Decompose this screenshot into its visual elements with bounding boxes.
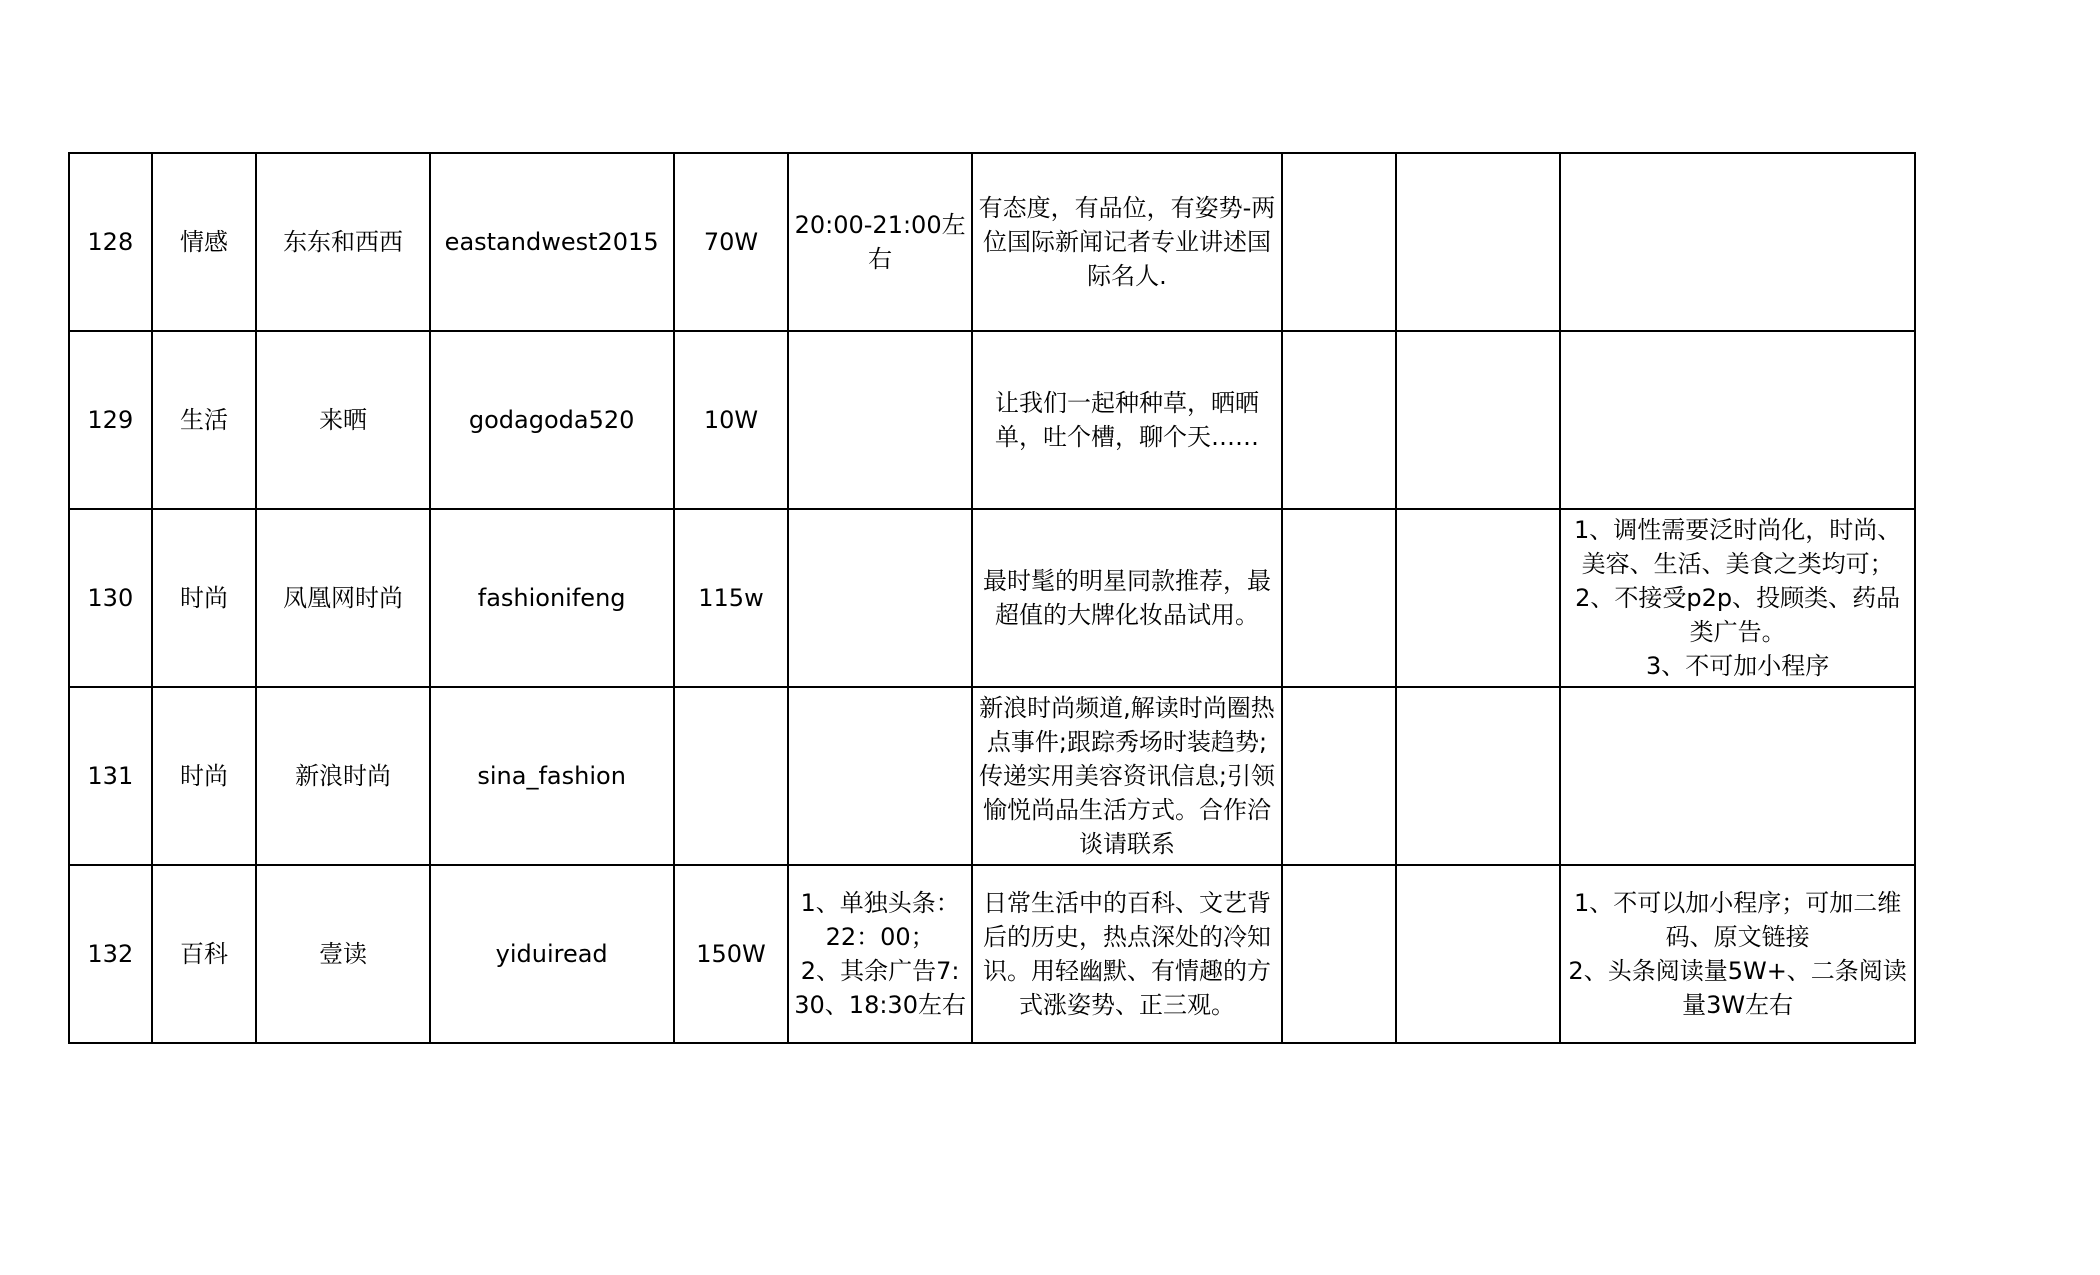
cell-empty-8: [1282, 865, 1396, 1043]
cell-description: 最时髦的明星同款推荐，最超值的大牌化妆品试用。: [972, 509, 1282, 687]
cell-fans: 10W: [674, 331, 789, 509]
cell-time: 20:00-21:00左右: [788, 153, 971, 331]
cell-empty-8: [1282, 509, 1396, 687]
cell-empty-9: [1396, 153, 1560, 331]
cell-description: 让我们一起种种草，晒晒单，吐个槽，聊个天……: [972, 331, 1282, 509]
cell-empty-9: [1396, 687, 1560, 865]
table-row: [69, 687, 1915, 865]
cell-description: 有态度，有品位，有姿势-两位国际新闻记者专业讲述国际名人.: [972, 153, 1282, 331]
cell-name: 来晒: [256, 331, 429, 509]
cell-account: eastandwest2015: [430, 153, 674, 331]
cell-notes: 1、不可以加小程序；可加二维码、原文链接 2、头条阅读量5W+、二条阅读量3W左右: [1560, 865, 1915, 1043]
table-row: [69, 865, 1915, 1043]
cell-empty-9: [1396, 331, 1560, 509]
cell-category: 时尚: [152, 509, 257, 687]
cell-empty-8: [1282, 687, 1396, 865]
cell-description: 日常生活中的百科、文艺背后的历史，热点深处的冷知识。用轻幽默、有情趣的方式涨姿势、正三观。: [972, 865, 1282, 1043]
cell-name: 新浪时尚: [256, 687, 429, 865]
table-row: [69, 509, 1915, 687]
cell-category: 生活: [152, 331, 257, 509]
cell-notes: [1560, 331, 1915, 509]
cell-empty-8: [1282, 153, 1396, 331]
cell-time: [788, 331, 971, 509]
cell-fans: [674, 687, 789, 865]
cell-account: godagoda520: [430, 331, 674, 509]
cell-category: 时尚: [152, 687, 257, 865]
media-table: [68, 152, 1916, 1044]
cell-id: 129: [69, 331, 152, 509]
cell-name: 壹读: [256, 865, 429, 1043]
cell-time: [788, 687, 971, 865]
cell-time: [788, 509, 971, 687]
cell-id: 128: [69, 153, 152, 331]
cell-category: 百科: [152, 865, 257, 1043]
cell-empty-9: [1396, 865, 1560, 1043]
cell-time: 1、单独头条：22：00； 2、其余广告7:30、18:30左右: [788, 865, 971, 1043]
cell-name: 东东和西西: [256, 153, 429, 331]
cell-account: fashionifeng: [430, 509, 674, 687]
cell-fans: 115w: [674, 509, 789, 687]
cell-notes: [1560, 153, 1915, 331]
cell-fans: 70W: [674, 153, 789, 331]
cell-empty-9: [1396, 509, 1560, 687]
cell-category: 情感: [152, 153, 257, 331]
cell-account: sina_fashion: [430, 687, 674, 865]
cell-id: 132: [69, 865, 152, 1043]
cell-name: 凤凰网时尚: [256, 509, 429, 687]
cell-id: 130: [69, 509, 152, 687]
cell-notes: [1560, 687, 1915, 865]
table-row: [69, 153, 1915, 331]
cell-description: 新浪时尚频道,解读时尚圈热点事件;跟踪秀场时装趋势;传递实用美容资讯信息;引领愉悦尚品生活方式。合作洽谈请联系: [972, 687, 1282, 865]
cell-fans: 150W: [674, 865, 789, 1043]
cell-account: yiduiread: [430, 865, 674, 1043]
cell-empty-8: [1282, 331, 1396, 509]
table-row: [69, 331, 1915, 509]
cell-notes: 1、调性需要泛时尚化，时尚、美容、生活、美食之类均可； 2、不接受p2p、投顾类、药品类广告。 3、不可加小程序: [1560, 509, 1915, 687]
cell-id: 131: [69, 687, 152, 865]
